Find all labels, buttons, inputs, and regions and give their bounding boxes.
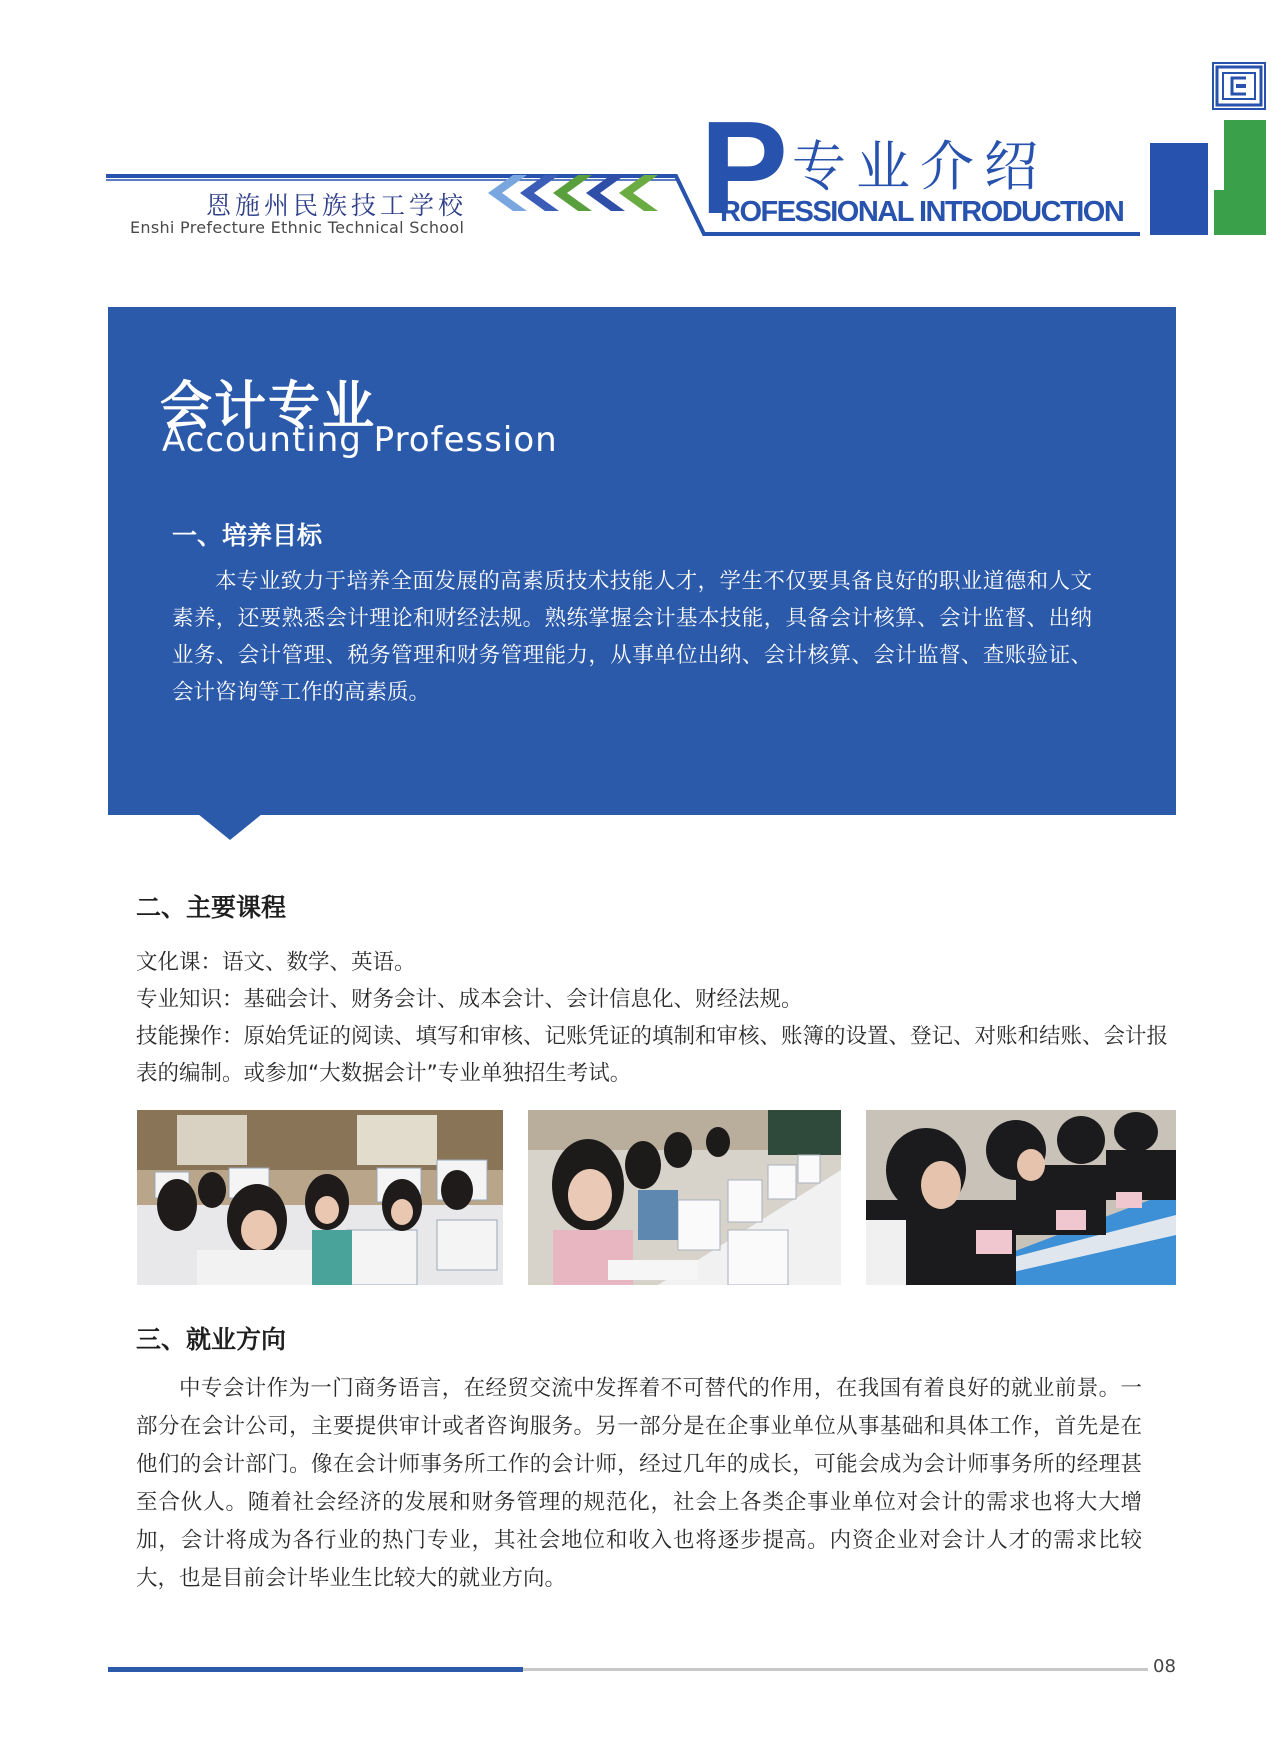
- section-training-goal-body: 本专业致力于培养全面发展的高素质技术技能人才，学生不仅要具备良好的职业道德和人文素养，还要熟悉会计理论和财经法规。熟练掌握会计基本技能，具备会计核算、会计监督、出纳业务、会计管理、税务管理和财务管理能力，从事单位出纳、会计核算、会计监督、查账验证、会计咨询等工作的高素质。: [172, 569, 1092, 705]
- header-big-letter: P: [700, 94, 789, 241]
- school-name-cn: 恩施州民族技工学校: [206, 191, 468, 220]
- footer-divider: [523, 1668, 1148, 1671]
- page-number: 08: [1153, 1656, 1176, 1677]
- major-title-cn: 会计专业: [160, 377, 377, 437]
- computer-lab-photo-1: [137, 1110, 503, 1285]
- section-employment-title: 三、就业方向: [136, 1325, 287, 1354]
- cash-counting-practice-photo: [866, 1110, 1176, 1285]
- school-name-en: Enshi Prefecture Ethnic Technical School: [130, 218, 465, 237]
- footer-progress-bar: [108, 1667, 523, 1672]
- section-training-goal-title: 一、培养目标: [172, 521, 323, 550]
- section-title-en: ROFESSIONAL INTRODUCTION: [720, 196, 1124, 228]
- section-courses-title: 二、主要课程: [136, 893, 287, 922]
- section-title-cn: 专业介绍: [792, 135, 1048, 198]
- section-employment-body: 中专会计作为一门商务语言，在经贸交流中发挥着不可替代的作用，在我国有着良好的就业前景。一部分在会计公司，主要提供审计或者咨询服务。另一部分是在企事业单位从事基础和具体工作，首先是在他们的会计部门。像在会计师事务所工作的会计师，经过几年的成长，可能会成为会计师事务所的经理甚至合伙人。随着社会经济的发展和财务管理的规范化，社会上各类企事业单位对会计的需求也将大大增加，会计将成为各行业的热门专业，其社会地位和收入也将逐步提高。内资企业对会计人才的需求比较大，也是目前会计毕业生比较大的就业方向。: [136, 1376, 1142, 1591]
- school-logo-icon: [1212, 62, 1266, 110]
- course-line-skills: 技能操作：原始凭证的阅读、填写和审核、记账凭证的填制和审核、账簿的设置、登记、对账和结账、会计报表的编制。或参加“大数据会计”专业单独招生考试。: [136, 1024, 1169, 1086]
- course-line-professional: 专业知识：基础会计、财务会计、成本会计、会计信息化、财经法规。: [136, 987, 803, 1012]
- course-line-culture: 文化课：语文、数学、英语。: [136, 950, 416, 975]
- intro-panel-pointer: [198, 814, 262, 842]
- computer-lab-photo-2: [528, 1110, 841, 1285]
- major-title-en: Accounting Profession: [162, 420, 558, 460]
